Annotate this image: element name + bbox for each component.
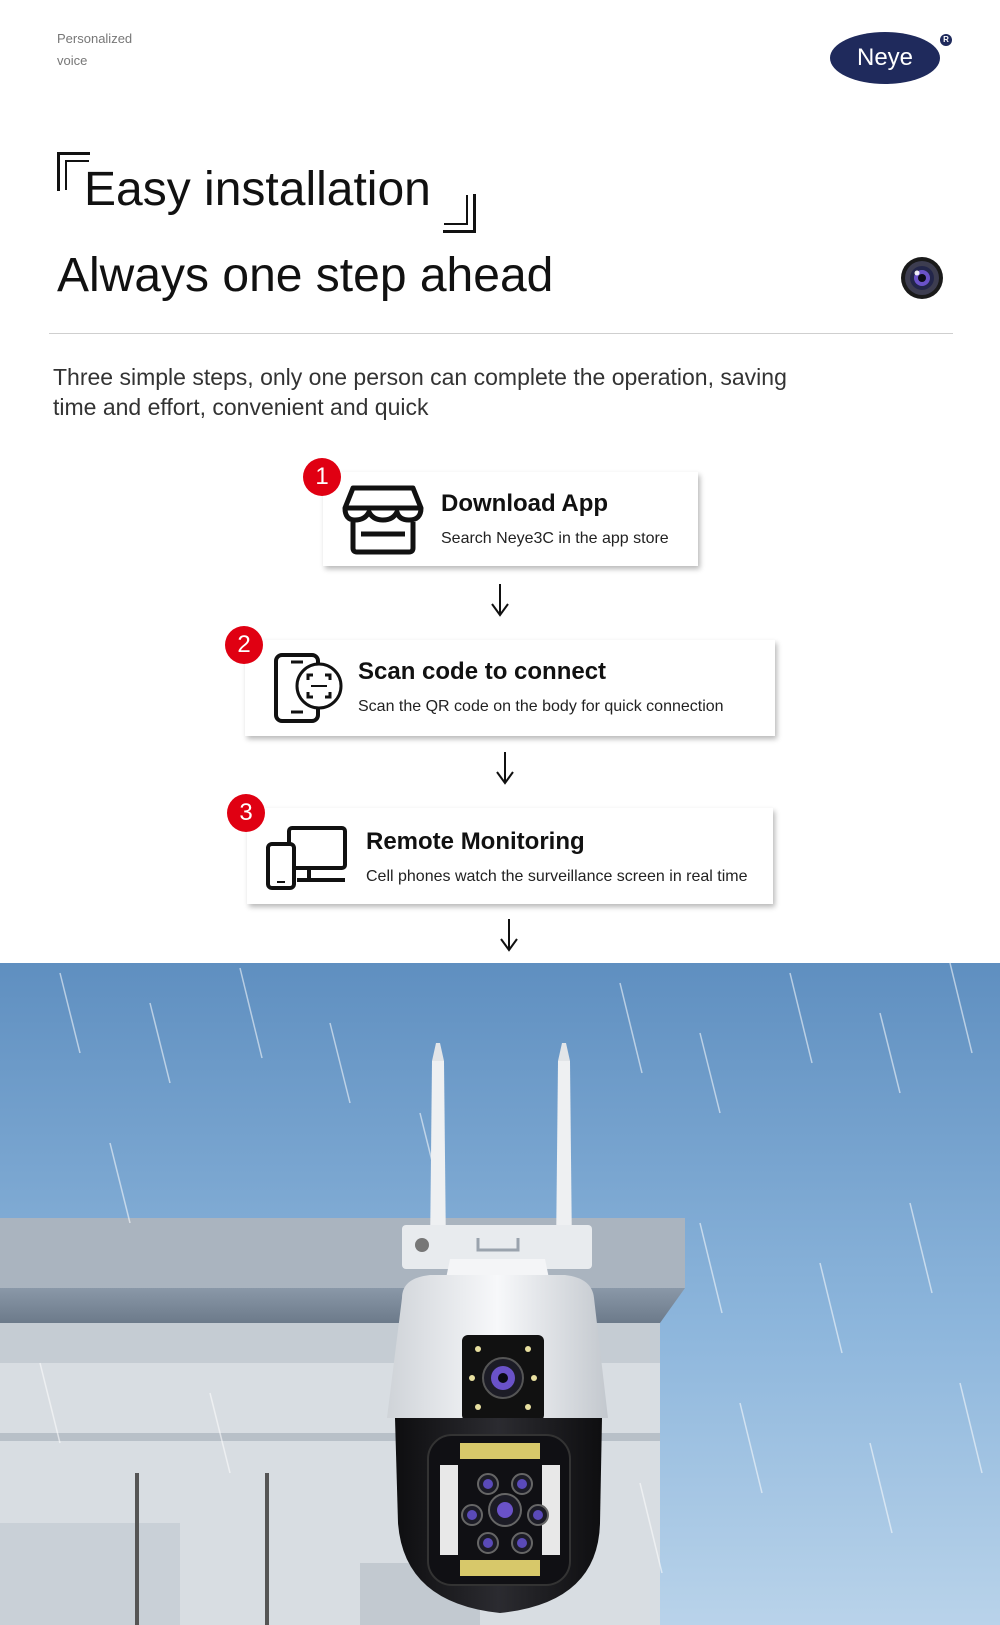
step-description: Search Neye3C in the app store [441,530,669,547]
step-number-badge: 1 [303,458,341,496]
step-description: Scan the QR code on the body for quick connection [358,698,724,715]
phone-scan-icon [273,652,345,724]
arrow-down-icon [495,752,515,786]
devices-icon [265,824,349,890]
step-card-scan-code [245,640,775,736]
page-title: Easy installation [84,163,431,216]
security-camera-illustration [0,963,1000,1625]
bracket-bottom-right-icon [443,194,476,233]
step-description: Cell phones watch the surveillance screen in real time [366,868,748,885]
step-title: Remote Monitoring [366,828,585,855]
brand-logo: Neye [830,32,940,84]
store-icon [341,482,425,556]
step-title: Download App [441,490,609,517]
step-title: Scan code to connect [358,658,607,685]
divider [49,333,953,334]
arrow-down-icon [499,919,519,953]
registered-mark-icon: R [940,34,952,46]
camera-lens-icon [900,256,944,300]
tagline-voice: voice [57,53,88,68]
product-photo [0,963,1000,1625]
tagline-personalized: Personalized [57,31,133,46]
page-subtitle: Always one step ahead [57,249,554,302]
step-number-badge: 3 [227,794,265,832]
intro-text: Three simple steps, only one person can complete the operation, saving time and effort, convenient and quick [53,364,787,420]
arrow-down-icon [490,584,510,618]
step-card-download-app [323,472,698,566]
step-number-badge: 2 [225,626,263,664]
step-card-remote-monitoring [247,808,773,904]
